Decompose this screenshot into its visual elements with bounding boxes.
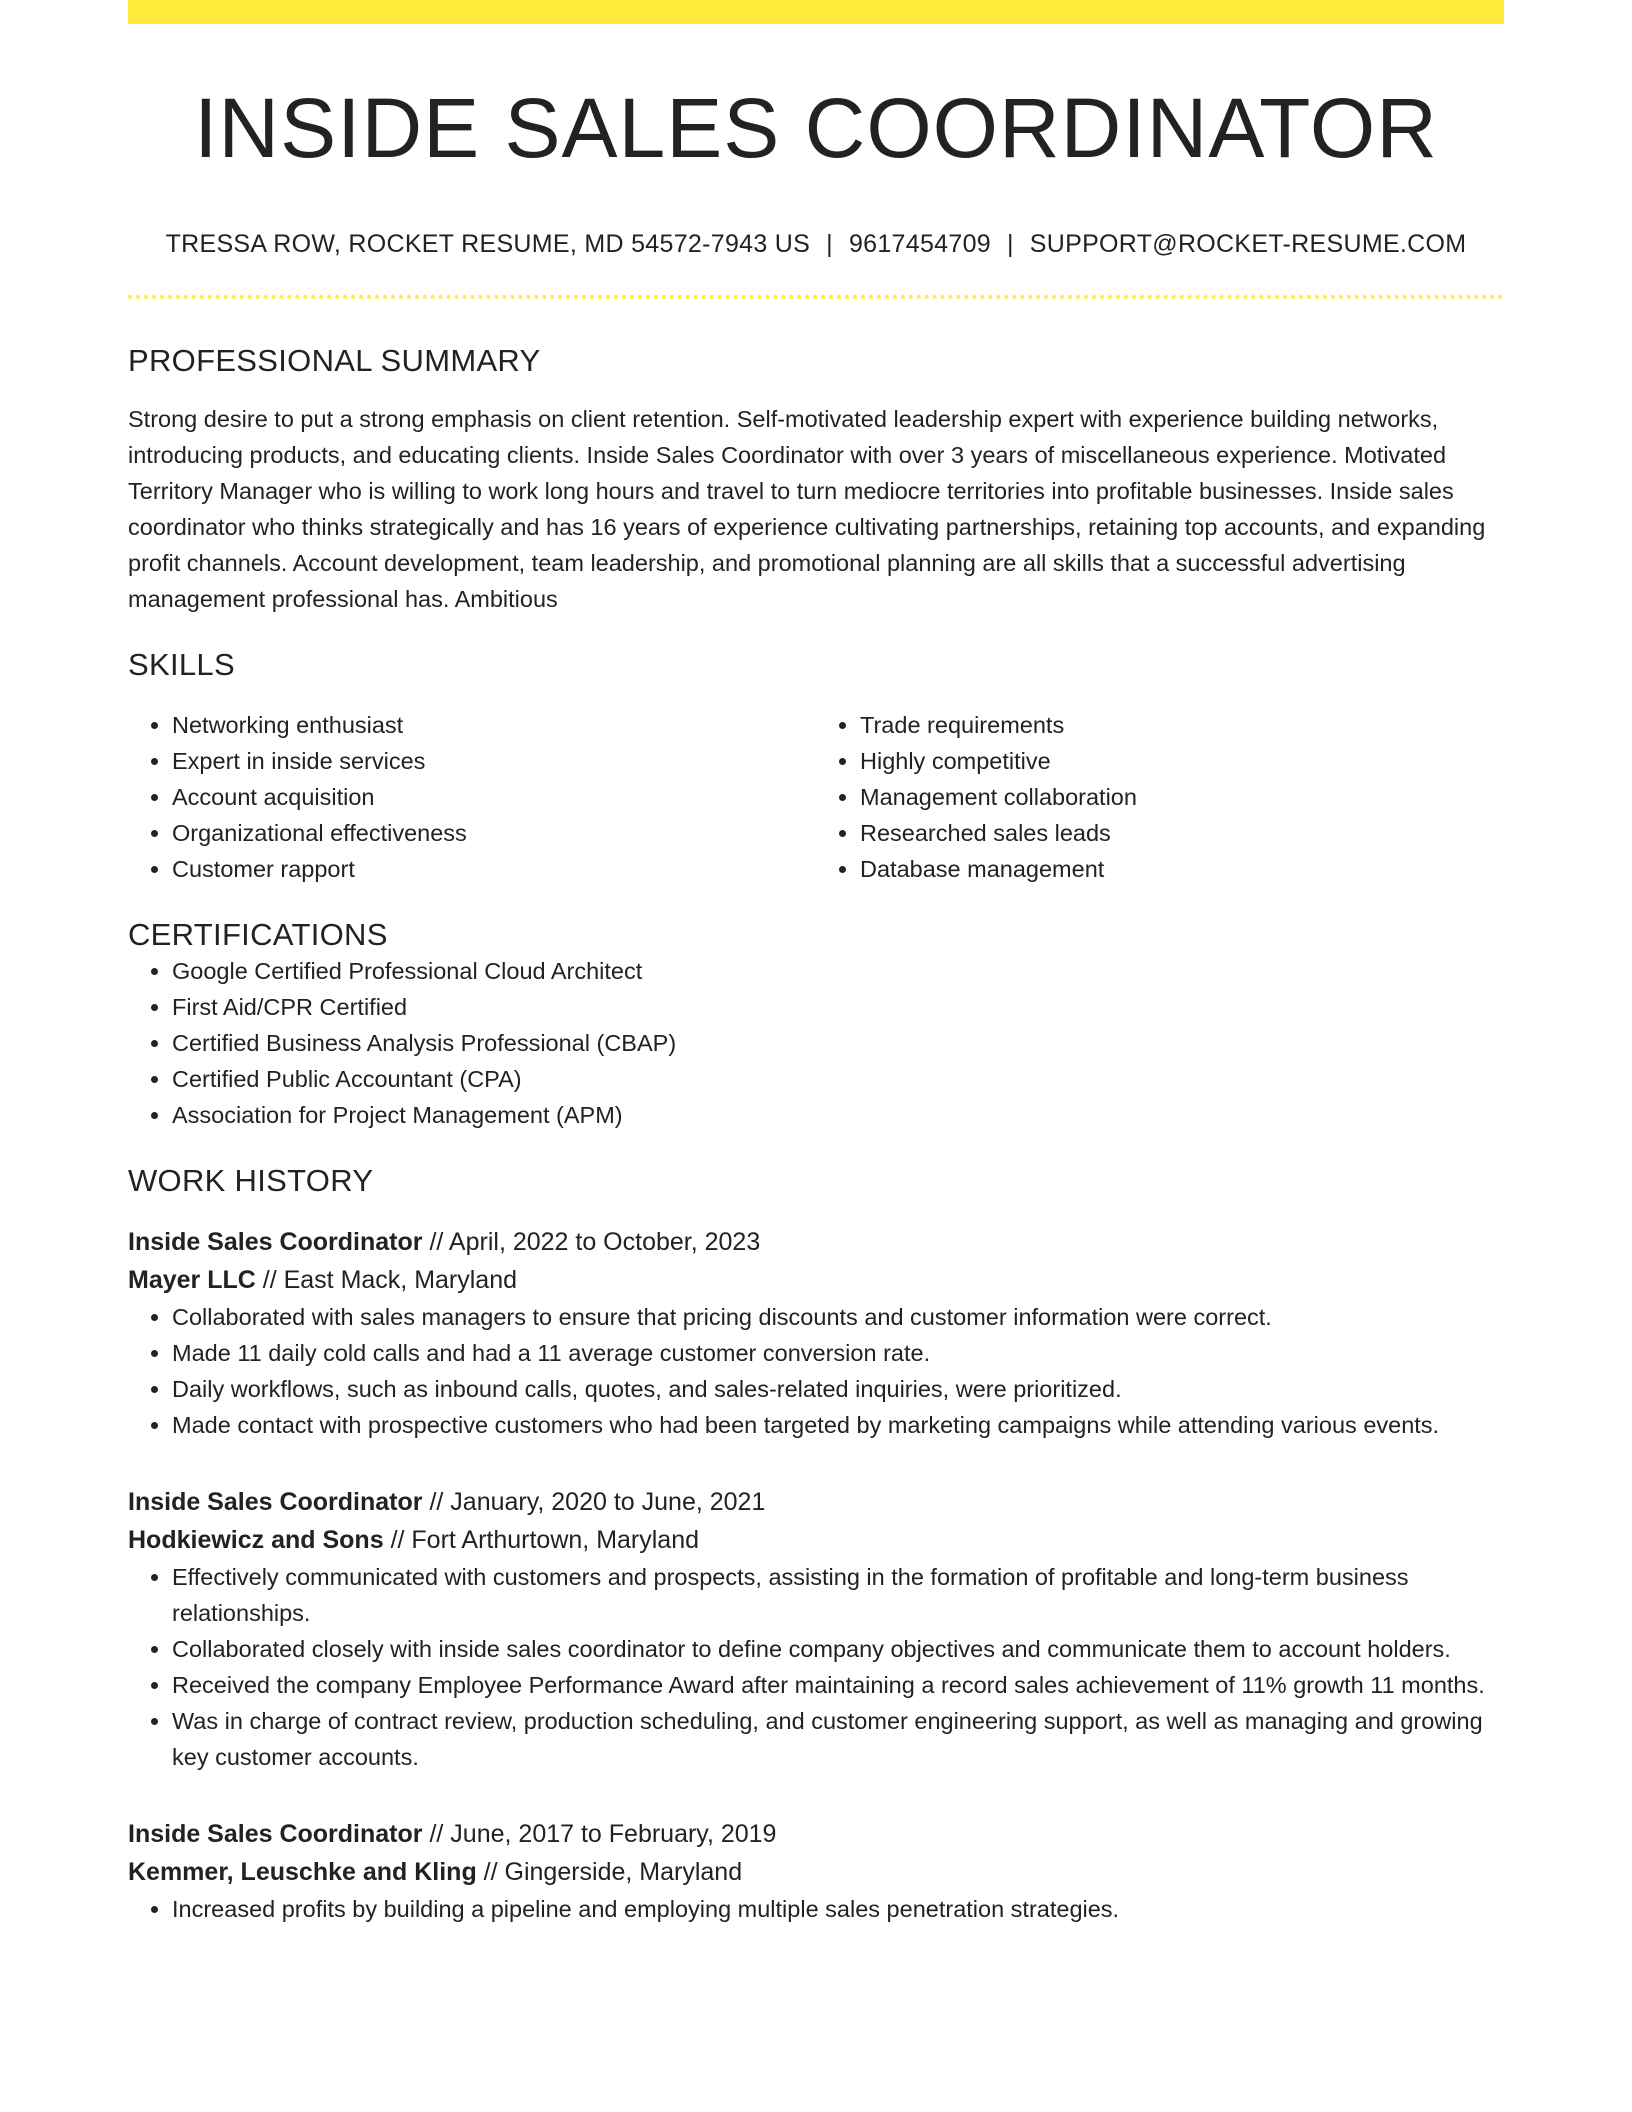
job-bullet: • Effectively communicated with customers and prospects, assisting in the formation of profitable and long-term business relationships. [172, 1559, 1504, 1631]
certification-item: • First Aid/CPR Certified [172, 989, 1504, 1025]
job-role: Inside Sales Coordinator [128, 1488, 423, 1517]
job-bullets [128, 1891, 1504, 1927]
job-bullet: • Collaborated with sales managers to ensure that pricing discounts and customer information were correct. [172, 1299, 1504, 1335]
contact-email: SUPPORT@ROCKET-RESUME.COM [1029, 230, 1467, 259]
job-bullet: • Received the company Employee Performance Award after maintaining a record sales achievement of 11% growth 11 months. [172, 1667, 1504, 1703]
job-bullets [128, 1299, 1504, 1443]
job-bullet: • Collaborated closely with inside sales coordinator to define company objectives and communicate them to account holders. [172, 1631, 1504, 1667]
skills-list-left [128, 707, 816, 887]
contact-separator: | [1006, 230, 1014, 259]
skill-item: • Account acquisition [172, 779, 816, 815]
skill-item: • Management collaboration [860, 779, 1504, 815]
job-location: // Gingerside, Maryland [483, 1858, 743, 1887]
contact-line [128, 230, 1504, 259]
skills-heading: SKILLS [128, 647, 235, 683]
summary-heading: PROFESSIONAL SUMMARY [128, 343, 541, 379]
certification-item: • Association for Project Management (APM) [172, 1097, 1504, 1133]
job-bullets [128, 1559, 1504, 1775]
resume-page [128, 0, 1504, 1927]
contact-address: TRESSA ROW, ROCKET RESUME, MD 54572-7943 US [165, 230, 811, 259]
job-company: Kemmer, Leuschke and Kling [128, 1858, 477, 1887]
job-role: Inside Sales Coordinator [128, 1820, 423, 1849]
skills-list-right [816, 707, 1504, 887]
job-company-line [128, 1853, 1504, 1891]
skill-item: • Networking enthusiast [172, 707, 816, 743]
job-bullet: • Was in charge of contract review, production scheduling, and customer engineering support, as well as managing and growing key customer accounts. [172, 1703, 1504, 1775]
job-entry [128, 1815, 1504, 1927]
job-role: Inside Sales Coordinator [128, 1228, 423, 1257]
job-dates: // January, 2020 to June, 2021 [429, 1488, 766, 1517]
summary-text: Strong desire to put a strong emphasis on client retention. Self-motivated leadership expert with experience building networks, introducing products, and educating clients. Inside Sales Coordinator with over 3 years of miscellaneous experience. Motivated Territory Manager who is willing to work long hours and travel to turn mediocre territories into profitable businesses. Inside sales coordinator who thinks strategically and has 16 years of experience cultivating partnerships, retaining top accounts, and expanding profit channels. Account development, team leadership, and promotional planning are all skills that a successful advertising management professional has. Ambitious [128, 406, 1486, 613]
job-location: // Fort Arthurtown, Maryland [390, 1526, 700, 1555]
job-title-line [128, 1223, 1504, 1261]
job-title-line [128, 1815, 1504, 1853]
skill-item: • Highly competitive [860, 743, 1504, 779]
job-company: Mayer LLC [128, 1266, 256, 1295]
job-company-line [128, 1261, 1504, 1299]
skill-item: • Customer rapport [172, 851, 816, 887]
job-bullet: • Made contact with prospective customers who had been targeted by marketing campaigns while attending various events. [172, 1407, 1504, 1443]
job-entry [128, 1223, 1504, 1443]
contact-separator: | [826, 230, 833, 259]
skill-item: • Expert in inside services [172, 743, 816, 779]
job-entry [128, 1483, 1504, 1775]
skill-item: • Database management [860, 851, 1504, 887]
resume-title: INSIDE SALES COORDINATOR [194, 81, 1438, 175]
certifications-heading: CERTIFICATIONS [128, 917, 388, 953]
skill-item: • Researched sales leads [860, 815, 1504, 851]
dotted-divider [128, 295, 1504, 299]
job-bullet: • Daily workflows, such as inbound calls, quotes, and sales-related inquiries, were prioritized. [172, 1371, 1504, 1407]
certification-item: • Certified Public Accountant (CPA) [172, 1061, 1504, 1097]
job-company-line [128, 1521, 1504, 1559]
certification-item: • Certified Business Analysis Professional (CBAP) [172, 1025, 1504, 1061]
job-bullet: • Made 11 daily cold calls and had a 11 average customer conversion rate. [172, 1335, 1504, 1371]
skills-columns [128, 707, 1504, 887]
job-bullet: • Increased profits by building a pipeline and employing multiple sales penetration strategies. [172, 1891, 1504, 1927]
skill-item: • Organizational effectiveness [172, 815, 816, 851]
certifications-list [128, 953, 1504, 1133]
job-company: Hodkiewicz and Sons [128, 1526, 384, 1555]
accent-top-bar [128, 0, 1504, 24]
job-dates: // June, 2017 to February, 2019 [429, 1820, 777, 1849]
job-title-line [128, 1483, 1504, 1521]
job-dates: // April, 2022 to October, 2023 [429, 1228, 761, 1257]
certification-item: • Google Certified Professional Cloud Architect [172, 953, 1504, 989]
work-history-heading: WORK HISTORY [128, 1163, 374, 1199]
skill-item: • Trade requirements [860, 707, 1504, 743]
contact-phone: 9617454709 [848, 230, 991, 259]
job-location: // East Mack, Maryland [262, 1266, 518, 1295]
